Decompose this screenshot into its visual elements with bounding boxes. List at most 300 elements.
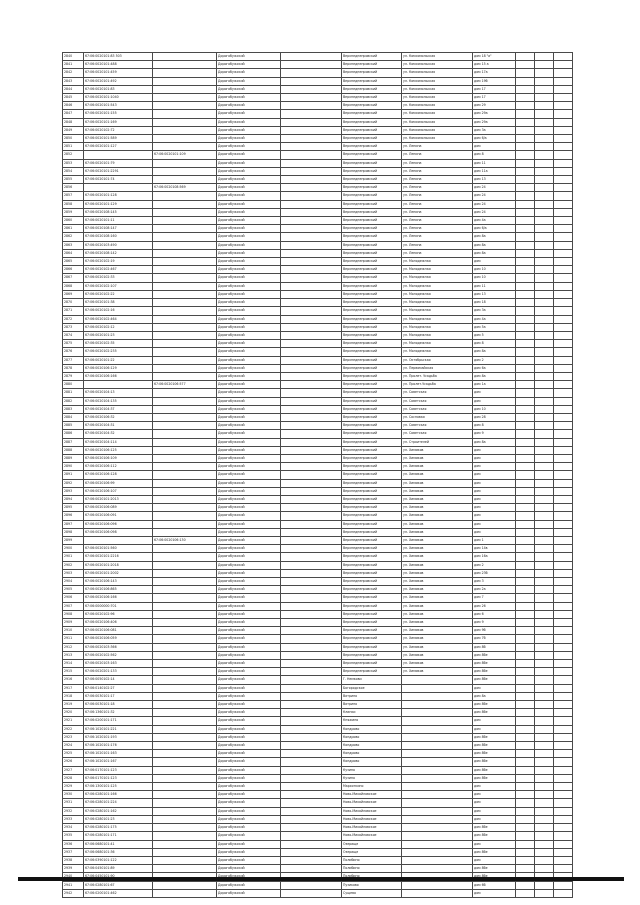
blank-cell — [535, 602, 554, 610]
cadastral-number-cell: 67:06:1300101:125 — [84, 783, 153, 791]
cadastral-number-cell: 67:06:0020106:096 — [84, 520, 153, 528]
cadastral-number-alt-cell — [153, 520, 217, 528]
blank-cell — [516, 717, 535, 725]
cadastral-number-alt-cell — [153, 889, 217, 897]
table-row — [63, 53, 573, 61]
row-number-cell: 2907 — [63, 602, 84, 610]
cadastral-number-alt-cell — [153, 750, 217, 758]
house-cell: дом — [473, 889, 516, 897]
district-cell: Дорогобужский — [217, 791, 281, 799]
cadastral-number-cell — [84, 184, 153, 192]
table-row — [63, 405, 573, 413]
district-cell: Дорогобужский — [217, 487, 281, 495]
blank-cell — [554, 405, 573, 413]
street-cell: ул. Первомайская — [402, 364, 473, 372]
street-cell: ул. Молодежная — [402, 315, 473, 323]
house-cell: дом — [473, 520, 516, 528]
district-cell: Дорогобужский — [217, 799, 281, 807]
district-cell: Дорогобужский — [217, 750, 281, 758]
settlement-cell: Верхнеднепровский — [342, 430, 402, 438]
row-number-cell: 2899 — [63, 536, 84, 544]
blank-cell — [554, 422, 573, 430]
district-cell: Дорогобужский — [217, 151, 281, 159]
street-cell: ул. Комсомольская — [402, 118, 473, 126]
row-number-cell: 2851 — [63, 143, 84, 151]
street-cell — [402, 692, 473, 700]
blank-cell — [281, 692, 342, 700]
blank-cell — [554, 389, 573, 397]
cadastral-number-cell: 67:06:0020102:35 — [84, 340, 153, 348]
blank-cell — [554, 725, 573, 733]
blank-cell — [535, 299, 554, 307]
settlement-cell: Верхнеднепровский — [342, 635, 402, 643]
settlement-cell: Верхнеднепровский — [342, 446, 402, 454]
blank-cell — [554, 504, 573, 512]
blank-cell — [554, 413, 573, 421]
blank-cell — [535, 791, 554, 799]
blank-cell — [554, 323, 573, 331]
blank-cell — [516, 594, 535, 602]
house-cell: дом 8бе — [473, 709, 516, 717]
blank-cell — [535, 405, 554, 413]
blank-cell — [281, 619, 342, 627]
blank-cell — [281, 889, 342, 897]
blank-cell — [554, 668, 573, 676]
row-number-cell: 2866 — [63, 266, 84, 274]
cadastral-number-cell: 67:06:0280101:162 — [84, 807, 153, 815]
cadastral-number-cell: 67:06:0020101:129 — [84, 200, 153, 208]
row-number-cell: 2911 — [63, 635, 84, 643]
district-cell: Дорогобужский — [217, 463, 281, 471]
blank-cell — [516, 225, 535, 233]
street-cell: ул. Химиков — [402, 569, 473, 577]
street-cell: ул. Советская — [402, 389, 473, 397]
table-row — [63, 290, 573, 298]
cadastral-number-alt-cell — [153, 159, 217, 167]
settlement-cell: Верхнеднепровский — [342, 569, 402, 577]
table-row — [63, 733, 573, 741]
blank-cell — [516, 422, 535, 430]
table-row — [63, 758, 573, 766]
blank-cell — [516, 364, 535, 372]
blank-cell — [554, 471, 573, 479]
blank-cell — [554, 85, 573, 93]
settlement-cell: Озерище — [342, 848, 402, 856]
blank-cell — [281, 553, 342, 561]
blank-cell — [535, 643, 554, 651]
blank-cell — [516, 61, 535, 69]
district-cell: Дорогобужский — [217, 545, 281, 553]
cadastral-number-alt-cell — [153, 528, 217, 536]
house-cell: дом 5 — [473, 331, 516, 339]
table-row — [63, 413, 573, 421]
cadastral-number-cell: 67:06:0020101:128 — [84, 192, 153, 200]
blank-cell — [281, 159, 342, 167]
street-cell: ул. Молодежная — [402, 348, 473, 356]
cadastral-number-alt-cell — [153, 249, 217, 257]
blank-cell — [516, 249, 535, 257]
house-cell: дом — [473, 389, 516, 397]
street-cell — [402, 889, 473, 897]
street-cell: ул. Химиков — [402, 651, 473, 659]
table-row — [63, 512, 573, 520]
table-row — [63, 282, 573, 290]
settlement-cell: Верхнеднепровский — [342, 471, 402, 479]
blank-cell — [516, 331, 535, 339]
table-row — [63, 619, 573, 627]
district-cell: Дорогобужский — [217, 110, 281, 118]
cadastral-number-alt-cell — [153, 389, 217, 397]
cadastral-number-alt-cell — [153, 413, 217, 421]
row-number-cell: 2877 — [63, 356, 84, 364]
blank-cell — [554, 750, 573, 758]
cadastral-number-cell: 67:06:0020106:098 — [84, 528, 153, 536]
blank-cell — [554, 463, 573, 471]
blank-cell — [516, 668, 535, 676]
street-cell: ул. Комсомольская — [402, 94, 473, 102]
cadastral-number-alt-cell — [153, 463, 217, 471]
blank-cell — [281, 143, 342, 151]
cadastral-number-cell: 67:06:1020101:167 — [84, 758, 153, 766]
row-number-cell: 2918 — [63, 692, 84, 700]
table-row — [63, 635, 573, 643]
house-cell: дом 8бе — [473, 750, 516, 758]
street-cell: ул. Ленина — [402, 151, 473, 159]
row-number-cell: 2924 — [63, 742, 84, 750]
cadastral-number-alt-cell — [153, 135, 217, 143]
cadastral-number-cell: 67:06:0020101:589 — [84, 135, 153, 143]
district-cell: Дорогобужский — [217, 290, 281, 298]
blank-cell — [554, 274, 573, 282]
district-cell: Дорогобужский — [217, 865, 281, 873]
table-row — [63, 594, 573, 602]
blank-cell — [535, 586, 554, 594]
settlement-cell: Ново-Михайловское — [342, 807, 402, 815]
settlement-cell: Верхнеднепровский — [342, 389, 402, 397]
row-number-cell: 2914 — [63, 660, 84, 668]
blank-cell — [535, 217, 554, 225]
blank-cell — [535, 372, 554, 380]
blank-cell — [516, 463, 535, 471]
street-cell: ул. Комсомольская — [402, 61, 473, 69]
street-cell — [402, 742, 473, 750]
district-cell: Дорогобужский — [217, 126, 281, 134]
cadastral-number-alt-cell — [153, 848, 217, 856]
blank-cell — [516, 602, 535, 610]
blank-cell — [554, 159, 573, 167]
house-cell: дом 23б — [473, 569, 516, 577]
district-cell: Дорогобужский — [217, 413, 281, 421]
blank-cell — [535, 840, 554, 848]
row-number-cell: 2852 — [63, 151, 84, 159]
blank-cell — [281, 832, 342, 840]
blank-cell — [554, 660, 573, 668]
house-cell: дом 8а — [473, 348, 516, 356]
blank-cell — [516, 889, 535, 897]
row-number-cell: 2885 — [63, 422, 84, 430]
street-cell — [402, 881, 473, 889]
house-cell: дом 2 — [473, 561, 516, 569]
blank-cell — [516, 643, 535, 651]
house-cell: дом 24 — [473, 208, 516, 216]
table-row — [63, 750, 573, 758]
blank-cell — [281, 578, 342, 586]
blank-cell — [281, 249, 342, 257]
cadastral-number-cell: 67:06:0020103:163 — [84, 660, 153, 668]
table-row — [63, 77, 573, 85]
cadastral-number-alt-cell — [153, 479, 217, 487]
blank-cell — [535, 471, 554, 479]
street-cell: ул. Строителей — [402, 438, 473, 446]
blank-cell — [281, 290, 342, 298]
table-row — [63, 553, 573, 561]
cadastral-number-alt-cell — [153, 709, 217, 717]
blank-cell — [554, 545, 573, 553]
district-cell: Дорогобужский — [217, 807, 281, 815]
house-cell: дом 28 — [473, 413, 516, 421]
house-cell: дом 8бе — [473, 774, 516, 782]
settlement-cell: Верхнеднепровский — [342, 69, 402, 77]
blank-cell — [516, 799, 535, 807]
blank-cell — [554, 258, 573, 266]
page-bottom-rule — [18, 877, 624, 881]
blank-cell — [281, 208, 342, 216]
house-cell: дом 8а — [473, 372, 516, 380]
settlement-cell: Верхнеднепровский — [342, 233, 402, 241]
cadastral-number-alt-cell — [153, 167, 217, 175]
blank-cell — [281, 438, 342, 446]
row-number-cell: 2858 — [63, 200, 84, 208]
settlement-cell: Верхнеднепровский — [342, 94, 402, 102]
row-number-cell: 2843 — [63, 77, 84, 85]
table-row — [63, 208, 573, 216]
district-cell: Дорогобужский — [217, 258, 281, 266]
blank-cell — [516, 430, 535, 438]
table-row — [63, 110, 573, 118]
house-cell: дом — [473, 504, 516, 512]
row-number-cell: 2871 — [63, 307, 84, 315]
blank-cell — [281, 791, 342, 799]
blank-cell — [516, 676, 535, 684]
blank-cell — [554, 102, 573, 110]
cadastral-number-cell: 67:06:0020101:2291 — [84, 167, 153, 175]
blank-cell — [516, 553, 535, 561]
blank-cell — [554, 94, 573, 102]
blank-cell — [281, 69, 342, 77]
blank-cell — [516, 733, 535, 741]
blank-cell — [516, 487, 535, 495]
blank-cell — [281, 258, 342, 266]
district-cell: Дорогобужский — [217, 643, 281, 651]
blank-cell — [535, 536, 554, 544]
blank-cell — [554, 126, 573, 134]
table-row — [63, 184, 573, 192]
street-cell: ул. Химиков — [402, 627, 473, 635]
settlement-cell: Верхнеднепровский — [342, 578, 402, 586]
row-number-cell: 2842 — [63, 69, 84, 77]
house-cell: дом — [473, 487, 516, 495]
blank-cell — [535, 578, 554, 586]
district-cell: Дорогобужский — [217, 619, 281, 627]
blank-cell — [554, 619, 573, 627]
blank-cell — [535, 102, 554, 110]
cadastral-number-cell: 67:06:0020101:169 — [84, 118, 153, 126]
blank-cell — [554, 536, 573, 544]
house-cell: дом — [473, 783, 516, 791]
blank-cell — [281, 643, 342, 651]
settlement-cell: Верхнеднепровский — [342, 627, 402, 635]
blank-cell — [281, 881, 342, 889]
settlement-cell: Верхнеднепровский — [342, 176, 402, 184]
table-row — [63, 159, 573, 167]
blank-cell — [516, 192, 535, 200]
cadastral-number-alt-cell — [153, 487, 217, 495]
blank-cell — [281, 430, 342, 438]
row-number-cell: 2928 — [63, 774, 84, 782]
cadastral-number-alt-cell — [153, 397, 217, 405]
district-cell: Дорогобужский — [217, 692, 281, 700]
row-number-cell: 2891 — [63, 471, 84, 479]
table-row — [63, 725, 573, 733]
street-cell: ул. Комсомольская — [402, 53, 473, 61]
blank-cell — [554, 578, 573, 586]
district-cell: Дорогобужский — [217, 709, 281, 717]
blank-cell — [516, 208, 535, 216]
blank-cell — [516, 323, 535, 331]
blank-cell — [516, 356, 535, 364]
settlement-cell: Ново-Михайловское — [342, 791, 402, 799]
house-cell: дом 8бе — [473, 668, 516, 676]
cadastral-number-alt-cell — [153, 635, 217, 643]
blank-cell — [281, 323, 342, 331]
street-cell: ул. Химиков — [402, 528, 473, 536]
cadastral-number-cell: 67:06:0020106:166 — [84, 372, 153, 380]
table-row — [63, 799, 573, 807]
cadastral-number-alt-cell — [153, 77, 217, 85]
street-cell: ул. Молодежная — [402, 323, 473, 331]
cadastral-number-alt-cell — [153, 692, 217, 700]
cadastral-number-cell: 67:06:0020106:865 — [84, 586, 153, 594]
blank-cell — [281, 77, 342, 85]
blank-cell — [535, 77, 554, 85]
settlement-cell: Ново-Михайловское — [342, 832, 402, 840]
row-number-cell: 2895 — [63, 504, 84, 512]
blank-cell — [554, 684, 573, 692]
blank-cell — [516, 824, 535, 832]
street-cell — [402, 783, 473, 791]
blank-cell — [554, 733, 573, 741]
table-row — [63, 422, 573, 430]
blank-cell — [554, 495, 573, 503]
street-cell: ул. Комсомольская — [402, 126, 473, 134]
table-row — [63, 331, 573, 339]
blank-cell — [281, 848, 342, 856]
house-cell: дом 4а — [473, 315, 516, 323]
table-row — [63, 561, 573, 569]
settlement-cell: Верхнеднепровский — [342, 610, 402, 618]
blank-cell — [535, 167, 554, 175]
blank-cell — [281, 184, 342, 192]
cadastral-number-cell: 67:06:0020101:38 — [84, 299, 153, 307]
blank-cell — [281, 676, 342, 684]
settlement-cell: Сущево — [342, 889, 402, 897]
street-cell — [402, 709, 473, 717]
blank-cell — [554, 454, 573, 462]
row-number-cell: 2904 — [63, 578, 84, 586]
district-cell: Дорогобужский — [217, 184, 281, 192]
settlement-cell: Верхнеднепровский — [342, 397, 402, 405]
district-cell: Дорогобужский — [217, 241, 281, 249]
settlement-cell: Верхнеднепровский — [342, 299, 402, 307]
street-cell: ул. Сосновая — [402, 413, 473, 421]
blank-cell — [535, 225, 554, 233]
blank-cell — [535, 487, 554, 495]
house-cell: дом 3а — [473, 126, 516, 134]
table-row — [63, 832, 573, 840]
blank-cell — [535, 282, 554, 290]
row-number-cell: 2862 — [63, 233, 84, 241]
table-row — [63, 840, 573, 848]
blank-cell — [554, 208, 573, 216]
table-row — [63, 471, 573, 479]
street-cell: ул. Химиков — [402, 446, 473, 454]
table-row — [63, 536, 573, 544]
blank-cell — [281, 684, 342, 692]
row-number-cell: 2933 — [63, 815, 84, 823]
settlement-cell: Верхнеднепровский — [342, 381, 402, 389]
settlement-cell: Озерище — [342, 840, 402, 848]
cadastral-number-alt-cell — [153, 619, 217, 627]
table-row — [63, 627, 573, 635]
cadastral-number-cell: 67:06:1020101:193 — [84, 733, 153, 741]
blank-cell — [516, 348, 535, 356]
row-number-cell: 2941 — [63, 881, 84, 889]
district-cell: Дорогобужский — [217, 307, 281, 315]
house-cell: дом 15 а — [473, 61, 516, 69]
row-number-cell: 2854 — [63, 167, 84, 175]
blank-cell — [281, 815, 342, 823]
blank-cell — [554, 774, 573, 782]
blank-cell — [516, 545, 535, 553]
house-cell: дом 8бе — [473, 676, 516, 684]
house-cell: дом — [473, 528, 516, 536]
cadastral-number-cell: 67:06:0020106:129 — [84, 364, 153, 372]
blank-cell — [516, 282, 535, 290]
blank-cell — [535, 290, 554, 298]
blank-cell — [281, 446, 342, 454]
street-cell: ул. Ленина — [402, 192, 473, 200]
table-row — [63, 791, 573, 799]
blank-cell — [516, 454, 535, 462]
blank-cell — [281, 85, 342, 93]
cadastral-number-cell: 67:06:0020106:143 — [84, 578, 153, 586]
settlement-cell: Кондрово — [342, 725, 402, 733]
cadastral-number-alt-cell — [153, 176, 217, 184]
house-cell: дом 6а — [473, 364, 516, 372]
street-cell — [402, 684, 473, 692]
row-number-cell: 2901 — [63, 553, 84, 561]
district-cell: Дорогобужский — [217, 676, 281, 684]
table-row — [63, 495, 573, 503]
cadastral-number-alt-cell — [153, 512, 217, 520]
blank-cell — [535, 668, 554, 676]
settlement-cell: Верхнеднепровский — [342, 143, 402, 151]
blank-cell — [535, 381, 554, 389]
blank-cell — [535, 889, 554, 897]
row-number-cell: 2872 — [63, 315, 84, 323]
blank-cell — [554, 446, 573, 454]
cadastral-number-cell: 67:06:0030101:18 — [84, 701, 153, 709]
